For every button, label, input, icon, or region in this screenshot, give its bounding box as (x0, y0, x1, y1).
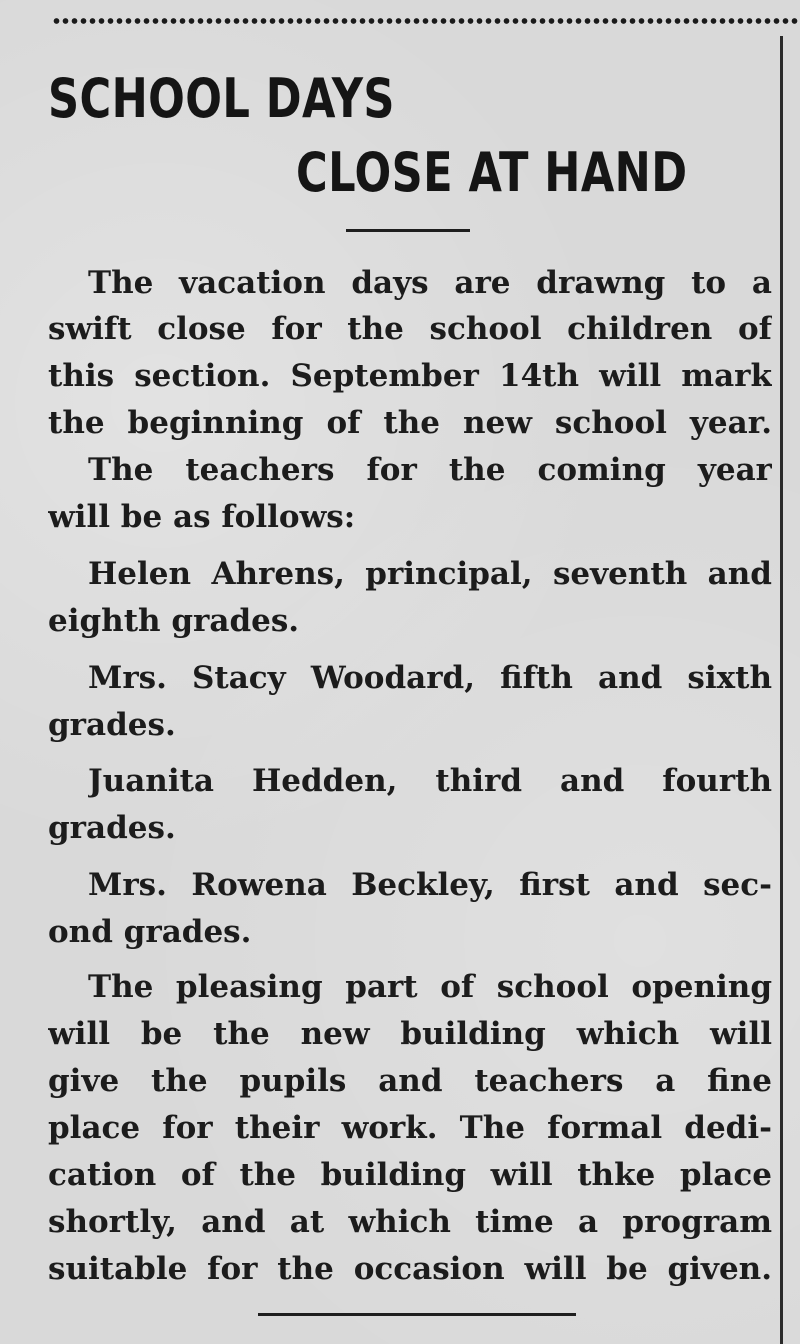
headline-line-1: SCHOOL DAYS (48, 67, 395, 130)
article-line-11: Juanita Hedden, third and fourth (88, 763, 772, 799)
article-line-9: Mrs. Stacy Woodard, fifth and sixth (88, 660, 772, 696)
article-line-20: shortly, and at which time a program (48, 1204, 772, 1240)
headline-line-2: CLOSE AT HAND (296, 141, 688, 204)
article-line-15: The pleasing part of school opening (88, 969, 772, 1005)
article-line-19: cation of the building will thke place (48, 1157, 772, 1193)
article-line-1: The vacation days are drawng to a (88, 265, 772, 301)
article-line-10: grades. (48, 707, 176, 743)
article-line-7: Helen Ahrens, principal, seventh and (88, 556, 772, 592)
article-line-18: place for their work. The formal dedi- (48, 1110, 772, 1146)
article-line-8: eighth grades. (48, 603, 300, 639)
article-line-16: will be the new building which will (48, 1016, 772, 1052)
article-line-5: The teachers for the coming year (88, 452, 772, 488)
article-line-12: grades. (48, 810, 176, 846)
end-rule (258, 1313, 576, 1316)
dotted-top-rule (52, 16, 800, 26)
article-line-6: will be as follows: (48, 499, 356, 535)
article-line-21: suitable for the occasion will be given. (48, 1251, 772, 1287)
article-line-14: ond grades. (48, 914, 252, 950)
column-rule (780, 36, 783, 1344)
article-line-17: give the pupils and teachers a fine (48, 1063, 772, 1099)
article-line-13: Mrs. Rowena Beckley, first and sec- (88, 867, 772, 903)
article-line-4: the beginning of the new school year. (48, 405, 772, 441)
article-line-2: swift close for the school children of (48, 311, 772, 347)
headline-divider (346, 229, 470, 232)
article-line-3: this section. September 14th will mark (48, 358, 772, 394)
